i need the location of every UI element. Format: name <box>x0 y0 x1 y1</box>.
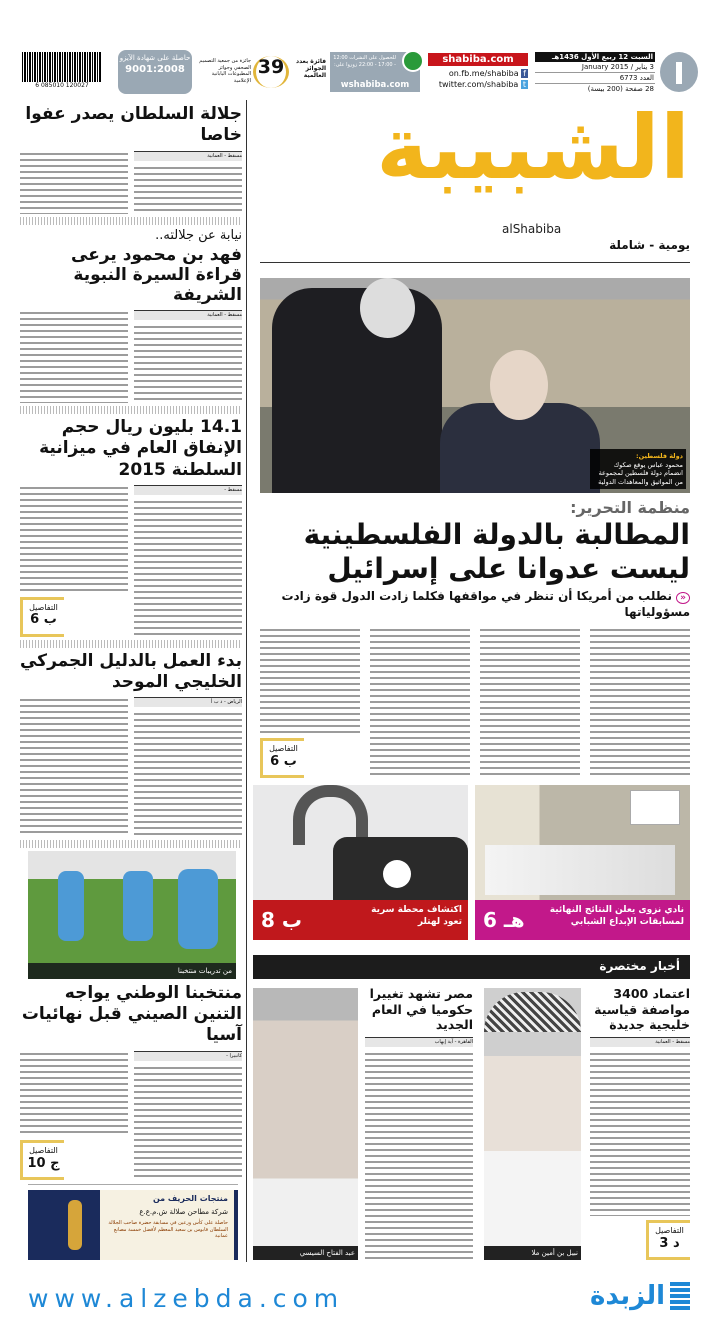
facebook-icon: f <box>523 69 526 78</box>
side-byline <box>134 485 242 495</box>
byline-text: القاهرة - آية إيهاب <box>434 1038 473 1045</box>
side-body <box>20 1051 128 1136</box>
byline-text: مسقط - <box>224 486 242 493</box>
lead-story <box>260 498 690 778</box>
promo-title: اكتشاف محطة سرية تعود لهتلر <box>371 905 462 927</box>
tagline: يومية - شاملة <box>609 238 690 252</box>
separator <box>20 406 242 414</box>
pages-price: 28 صفحة (200 بيسة) <box>587 85 654 93</box>
promo-nizwa[interactable] <box>475 785 690 940</box>
twitter-icon: t <box>522 80 526 89</box>
side-headline[interactable]: 14.1 بليون ريال حجم الإنفاق العام في ميزانية السلطنة 2015 <box>39 417 242 480</box>
promo-page: هـ 6 <box>483 908 525 932</box>
separator <box>20 640 242 648</box>
divider <box>260 262 690 263</box>
promo-page: ب 8 <box>261 908 302 932</box>
photo-caption-text: محمود عباس يوقع صكوك انضمام دولة فلسطين لمجموعة من المواثيق والمعاهدات الدولية <box>598 460 683 486</box>
side-byline <box>134 697 242 707</box>
date-gregorian: 3 يناير / January 2015 <box>535 62 655 73</box>
side-photo <box>28 851 236 979</box>
photo-caption <box>590 449 686 489</box>
promo-banner <box>475 900 690 940</box>
mobile-service-box <box>330 52 420 92</box>
date-hijri: السبت 12 ربيع الأول 1436هـ <box>535 52 655 62</box>
brief-item <box>590 986 690 1260</box>
side-body <box>134 165 242 214</box>
awards-desc: جائزة من جمعية التصميم الصحفي وجوائز المطبوعات اليابانية الإعلامية <box>199 58 251 84</box>
side-headline[interactable]: فهد بن محمود يرعى قراءة السيرة النبوية الشريفة <box>71 244 242 306</box>
side-column <box>20 104 242 1180</box>
footer-logo-text: الزبدة <box>590 1281 665 1311</box>
more-page: د 3 <box>659 1235 680 1251</box>
byline-text: كانبيرا - <box>226 1052 242 1059</box>
iso-number: 9001:2008 <box>125 64 185 76</box>
brief-byline <box>365 1037 473 1047</box>
separator <box>20 840 242 848</box>
social-links <box>428 53 528 89</box>
side-kicker: نيابة عن جلالته.. <box>155 227 242 243</box>
photo-caption-title: دولة فلسطين: <box>636 452 683 461</box>
trophy-icon <box>50 1190 100 1260</box>
brief-body <box>365 1051 473 1260</box>
brief-headline[interactable]: مصر تشهد تغييرا حكوميا في العام الجديد <box>369 986 473 1033</box>
side-story <box>20 651 242 837</box>
promo-title: نادي نزوى يعلن النتائج النهائية لمسابقات الإبداع الشبابي <box>549 905 684 927</box>
info-icon <box>660 52 698 92</box>
lead-body <box>260 627 690 778</box>
issue-info <box>535 52 655 94</box>
mobile-service-text: للحصول على النشرات 12:00 - 17:00 - 22:00 زوروا على: <box>333 55 396 68</box>
barcode-number: 6 085010 120027 <box>35 82 89 89</box>
mobile-url[interactable]: wshabiba.com <box>340 80 410 90</box>
section-header-briefs: أخبار مختصرة <box>253 955 690 979</box>
photo-caption: من تدريبات منتخبنا <box>28 963 236 979</box>
advertisement[interactable] <box>28 1190 238 1260</box>
promo-hitler[interactable] <box>253 785 468 940</box>
more-label: التفاصيل <box>269 744 298 753</box>
photo-caption: نبيل بن أمين ملا <box>484 1246 581 1260</box>
side-story <box>20 417 242 636</box>
byline-text: الرياض - د ب أ <box>210 699 242 706</box>
more-page: ج 10 <box>27 1155 60 1171</box>
side-more-box[interactable] <box>20 597 64 637</box>
side-headline[interactable]: منتخبنا الوطني يواجه التنين الصيني قبل نهائيات آسيا <box>21 982 242 1046</box>
side-body <box>20 485 128 593</box>
byline-text: مسقط - العمانية <box>207 311 242 318</box>
side-body <box>134 711 242 837</box>
mobile-logo-icon <box>402 50 424 72</box>
side-body <box>20 310 128 403</box>
side-byline <box>134 1051 242 1061</box>
more-page: ب 6 <box>270 753 297 769</box>
brief-more-box[interactable] <box>646 1220 690 1260</box>
side-headline[interactable]: جلالة السلطان يصدر عفوا خاصا <box>25 104 242 146</box>
photo-caption: عبد الفتاح السيسي <box>253 1246 358 1260</box>
lead-photo <box>260 278 690 493</box>
side-body <box>20 151 128 214</box>
side-story <box>20 851 242 1180</box>
lead-subhead <box>260 588 690 620</box>
side-story <box>20 228 242 403</box>
iso-seal <box>118 50 192 94</box>
brief-item <box>365 986 473 1260</box>
issue-number: العدد 6773 <box>535 73 655 84</box>
brief-byline <box>590 1037 690 1047</box>
lead-headline[interactable]: المطالبة بالدولة الفلسطينية ليست عدوانا على إسرائيل <box>303 518 690 585</box>
side-byline <box>134 310 242 320</box>
person-standing <box>272 288 442 493</box>
website-link[interactable]: shabiba.com <box>428 53 528 66</box>
side-headline[interactable]: بدء العمل بالدليل الجمركي الخليجي الموحد <box>19 650 242 692</box>
footer-logo <box>540 1278 690 1314</box>
footer-url[interactable]: www.alzebda.com <box>28 1284 345 1313</box>
twitter-link[interactable]: twitter.com/shabiba <box>438 80 519 89</box>
ad-text: حاصلة على كأس ورعين في مسابقة حضرة صاحب الجلالة السلطان قابوس بن سعيد المعظم لأفضل خمسة مصانع عمانية <box>108 1220 228 1239</box>
side-body <box>134 499 242 637</box>
side-more-box[interactable] <box>20 1140 64 1180</box>
brief-photo <box>484 988 581 1260</box>
facebook-link[interactable]: on.fb.me/shabiba <box>448 69 519 78</box>
awards-label: فائزة بعدد الجوائز العالمية <box>296 58 326 80</box>
side-byline <box>134 151 242 161</box>
separator <box>20 217 242 225</box>
side-story <box>20 104 242 214</box>
logo-english: alShabiba <box>502 222 562 236</box>
lead-subhead-text: نطلب من أمريكا أن تنظر في مواقفها فكلما زادت الدول قوة زادت مسؤولياتها <box>281 589 690 620</box>
brief-photo <box>253 988 358 1260</box>
masthead-logo <box>255 96 690 258</box>
iso-text: حاصلة على شهادة الآيزو <box>119 54 191 62</box>
ad-title: منتجات الحريف من <box>152 1194 228 1203</box>
footer-logo-icon <box>670 1282 690 1310</box>
more-label: التفاصيل <box>29 1146 58 1155</box>
brief-headline[interactable]: اعتماد 3400 مواصفة قياسية خليجية جديدة <box>594 986 690 1033</box>
column-divider <box>246 100 247 1262</box>
byline-text: مسقط - العمانية <box>655 1038 690 1045</box>
more-page: ب 6 <box>30 612 57 628</box>
more-label: التفاصيل <box>655 1226 684 1235</box>
side-body <box>20 697 128 837</box>
side-body <box>134 324 242 403</box>
byline-text: مسقط - العمانية <box>207 152 242 159</box>
ad-company: شركة مطاحن صلالة ش.م.ع.ع <box>139 1208 228 1216</box>
awards-count: 39 <box>253 56 289 88</box>
lead-more-box[interactable] <box>260 738 304 778</box>
barcode <box>22 52 102 92</box>
more-label: التفاصيل <box>29 602 58 612</box>
lead-kicker: منظمة التحرير: <box>570 498 690 517</box>
arrow-icon: « <box>676 592 690 604</box>
promo-banner <box>253 900 468 940</box>
divider <box>28 1184 238 1185</box>
side-body <box>134 1065 242 1180</box>
logo-arabic: الشبيبة <box>376 96 690 199</box>
brief-body <box>590 1051 690 1216</box>
